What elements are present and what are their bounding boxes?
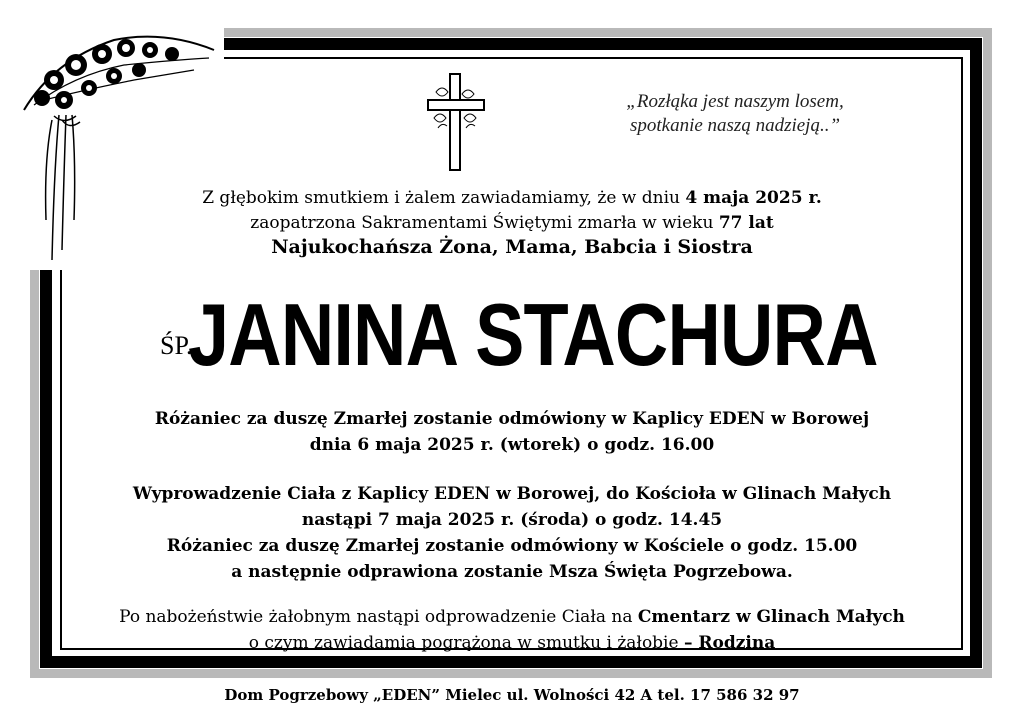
rosary-line-2: dnia 6 maja 2025 r. (wtorek) o godz. 16.00 xyxy=(309,435,715,455)
name-prefix: ŚP. xyxy=(160,331,193,360)
memorial-quote xyxy=(600,90,870,138)
intro-text: Z głębokim smutkiem i żalem zawiadamiamy, że w dniu xyxy=(202,188,686,208)
quote-line-1: „Rozłąka jest naszym losem, xyxy=(626,91,844,112)
funeral-line-1: Wyprowadzenie Ciała z Kaplicy EDEN w Borowej, do Kościoła w Glinach Małych xyxy=(132,484,892,504)
closing-line-1 xyxy=(0,604,1024,630)
closing-line-2 xyxy=(0,630,1024,656)
funeral-line-2: nastąpi 7 maja 2025 r. (środa) o godz. 14.45 xyxy=(301,510,723,530)
deceased-name-block xyxy=(160,285,878,384)
deceased-name: JANINA STACHURA xyxy=(188,285,878,384)
cross-with-lilies-icon xyxy=(422,72,490,172)
funeral-home-footer: Dom Pogrzebowy „EDEN” Mielec ul. Wolności 42 A tel. 17 586 32 97 xyxy=(224,686,800,704)
family-signature: – Rodzina xyxy=(683,633,776,653)
cemetery-name: Cmentarz w Glinach Małych xyxy=(637,607,905,627)
funeral-line-4: a następnie odprawiona zostanie Msza Święta Pogrzebowa. xyxy=(231,562,793,582)
death-date: 4 maja 2025 r. xyxy=(685,188,822,208)
intro-text-2: zaopatrzona Sakramentami Świętymi zmarła w wieku xyxy=(250,213,719,233)
funeral-line-3: Różaniec za duszę Zmarłej zostanie odmówiony w Kościele o godz. 15.00 xyxy=(166,536,858,556)
rosary-line-1: Różaniec za duszę Zmarłej zostanie odmówiony w Kaplicy EDEN w Borowej xyxy=(154,409,870,429)
age: 77 lat xyxy=(718,213,774,233)
quote-line-2: spotkanie naszą nadzieją..” xyxy=(629,115,841,136)
intro-line-2 xyxy=(0,211,1024,235)
intro-line-1 xyxy=(0,186,1024,210)
closing-text-1: Po nabożeństwie żałobnym nastąpi odprowadzenie Ciała na xyxy=(119,607,638,627)
family-title: Najukochańsza Żona, Mama, Babcia i Siostra xyxy=(271,236,753,258)
closing-text-2: o czym zawiadamia pogrążona w smutku i żałobie xyxy=(248,633,684,653)
